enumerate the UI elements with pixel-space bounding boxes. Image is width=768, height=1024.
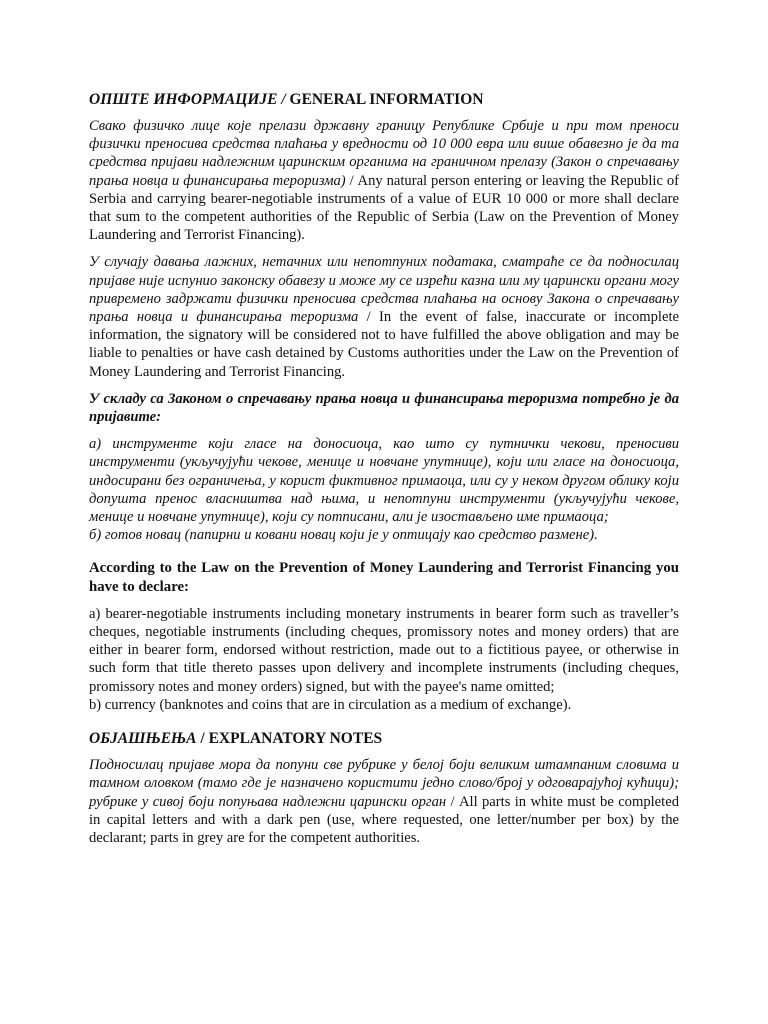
declare-heading-cyr: У складу са Законом о спречавању прања новца и финансирања тероризма потребно је да пријавите: [89, 390, 679, 426]
declare-item-b-cyr: б) готов новац (папирни и ковани новац који је у оптицају као средство размене). [89, 527, 598, 544]
explanatory-notes-heading [89, 729, 679, 749]
general-information-title-cyr: ОПШТЕ ИНФОРМАЦИЈЕ / [89, 91, 286, 108]
explanatory-notes-title-cyr: ОБЈАШЊЕЊА [89, 730, 197, 748]
general-paragraph-2 [89, 253, 679, 380]
explanatory-notes-title-en: / EXPLANATORY NOTES [196, 730, 383, 748]
general-information-title-en: GENERAL INFORMATION [285, 91, 484, 108]
explanatory-notes-paragraph-cyr: Подносилац пријаве мора да попуни све рубрике у белој боји великим штампаним словима и тамном оловком (тамо где је назначено користити једно слово/број у одговарајућој кућици); рубрике у сивој боји попуњава надлежни царински орган [89, 757, 679, 810]
general-paragraph-2-en: / In the event of false, inaccurate or incomplete information, the signatory will be considered not to have fulfilled the above obligation and may be liable to penalties or have cash detained by Customs authorities under the Law on the Prevention of Money Laundering and Terrorist Financing. [89, 309, 680, 380]
general-information-heading [89, 90, 679, 110]
declare-item-a-en: a) bearer-negotiable instruments including monetary instruments in bearer form such as traveller’s cheques, negotiable instruments (including cheques, promissory notes and money orders) that are either in bearer form, endorsed without restriction, made out to a fictitious payee, or otherwise in such form that title thereto passes upon delivery and incomplete instruments (including cheques, promissory notes and money orders) signed, but with the payee's name omitted; [89, 605, 679, 695]
general-paragraph-1-cyr: Свако физичко лице које прелази државну границу Републике Србије и при том преноси физички преносива средства плаћања у вредности од 10 000 евра или више обавезно је да та средства пријави надлежним царинским органима на граничном прелазу (Закон о спречавању прања новца и финансирања тероризма) [89, 118, 679, 189]
explanatory-notes-paragraph-en: / All parts in white must be completed in capital letters and with a dark pen (use, where requested, one letter/number per box) by the declarant; parts in grey are for the competent authorities. [89, 793, 679, 846]
declare-item-a-cyr: а) инструменте који гласе на доносиоца, као што су путнички чекови, преносиви инструменти (укључујући чекове, менице и новчане упутнице), који или гласе на доносиоца, индосирани без ограничења, у корист фиктивног примаоца, или су у неком другом облику који допушта пренос власништва над њима, и непотпуни инструменти (укључујући чекове, менице и новчане упутнице), који су потписани, али је изостављено име примаоца; [89, 436, 679, 526]
general-paragraph-1-en: / Any natural person entering or leaving the Republic of Serbia and carrying bearer-negotiable instruments of a value of EUR 10 000 or more shall declare that sum to the competent authorities of the Republic of Serbia (Law on the Prevention of Money Laundering and Terrorist Financing). [89, 172, 680, 244]
declare-heading-en: According to the Law on the Prevention of Money Laundering and Terrorist Financing you have to declare: [89, 560, 679, 595]
document-page [89, 90, 679, 847]
general-paragraph-1 [89, 117, 679, 244]
general-paragraph-2-cyr: У случају давања лажних, нетачних или непотпуних података, сматраће се да подносилац пријаве није испунио законску обавезу и може му се изрећи казна или му царински органи могу привремено задржати физички преносива средства плаћања на основу Закона о спречавању прања новца и финансирања тероризма [89, 254, 679, 326]
explanatory-notes-paragraph [89, 756, 679, 847]
declare-item-b-en: b) currency (banknotes and coins that are in circulation as a medium of exchange). [89, 696, 572, 713]
